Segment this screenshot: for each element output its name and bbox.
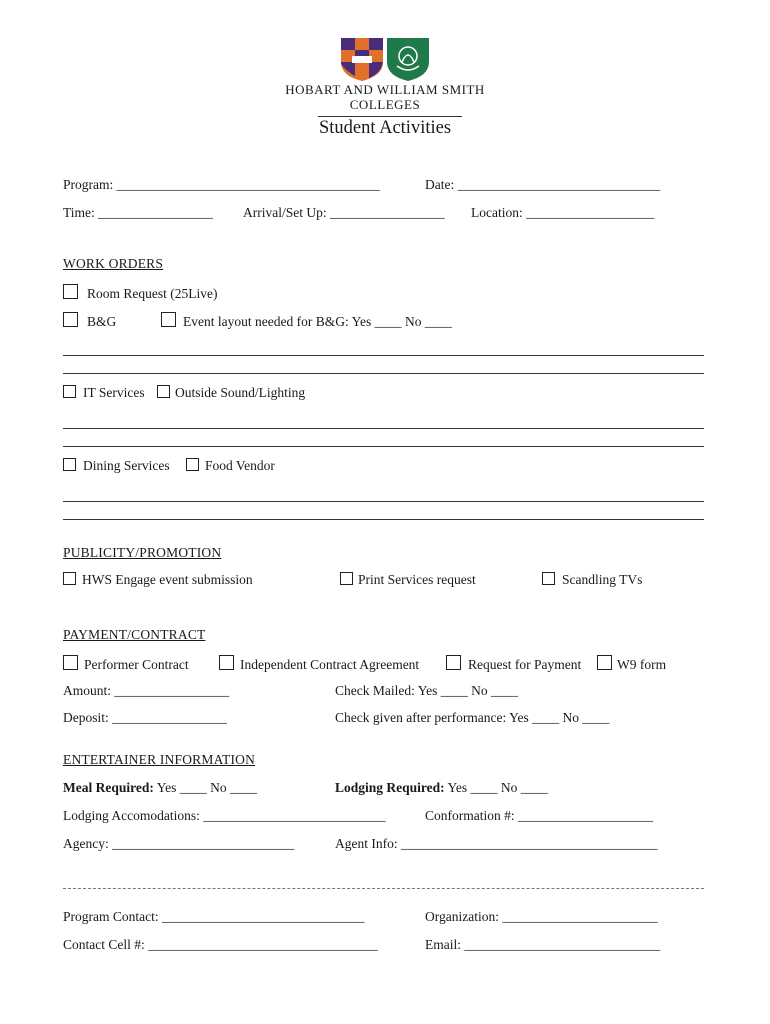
food-vendor-label: Food Vendor: [205, 458, 275, 473]
publicity-heading: PUBLICITY/PROMOTION: [63, 545, 222, 560]
performer-contract-checkbox[interactable]: [63, 655, 78, 670]
program-contact-field[interactable]: Program Contact: ______________________________: [63, 909, 365, 924]
engage-label: HWS Engage event submission: [82, 572, 253, 587]
w9-option[interactable]: [597, 655, 666, 673]
college-name-line2: COLLEGES: [349, 97, 421, 112]
event-layout-label: Event layout needed for B&G: Yes ____ No ____: [183, 314, 452, 329]
outside-sound-label: Outside Sound/Lighting: [175, 385, 306, 400]
meal-required-field[interactable]: [63, 780, 257, 796]
work-orders-heading: WORK ORDERS: [63, 256, 164, 271]
arrival-field[interactable]: Arrival/Set Up: _________________: [243, 205, 445, 220]
request-payment-label: Request for Payment: [468, 657, 582, 672]
it-services-label: IT Services: [83, 385, 145, 400]
request-payment-option[interactable]: [446, 655, 581, 673]
event-layout-checkbox[interactable]: [161, 312, 176, 327]
dining-option[interactable]: [63, 458, 170, 474]
college-divider: [318, 116, 462, 117]
notes-line[interactable]: [63, 446, 704, 447]
college-logo: [0, 36, 770, 86]
contact-cell-field[interactable]: Contact Cell #: __________________________________: [63, 937, 378, 952]
deposit-field[interactable]: Deposit: _________________: [63, 710, 227, 725]
it-services-checkbox[interactable]: [63, 385, 76, 398]
notes-line[interactable]: [63, 519, 704, 520]
dining-label: Dining Services: [83, 458, 170, 473]
room-request-checkbox[interactable]: [63, 284, 78, 299]
department-title: Student Activities: [318, 118, 452, 138]
food-vendor-checkbox[interactable]: [186, 458, 199, 471]
room-request-label: Room Request (25Live): [87, 286, 218, 301]
agency-field[interactable]: Agency: ___________________________: [63, 836, 295, 851]
check-mailed-field[interactable]: Check Mailed: Yes ____ No ____: [335, 683, 518, 698]
college-name: [0, 82, 770, 112]
independent-contract-option[interactable]: [219, 655, 419, 673]
w9-checkbox[interactable]: [597, 655, 612, 670]
notes-line[interactable]: [63, 355, 704, 356]
bg-label: B&G: [87, 314, 117, 329]
payment-heading: PAYMENT/CONTRACT: [63, 627, 206, 642]
organization-field[interactable]: Organization: _______________________: [425, 909, 658, 924]
bg-option[interactable]: [63, 312, 116, 330]
notes-line[interactable]: [63, 428, 704, 429]
dining-checkbox[interactable]: [63, 458, 76, 471]
event-layout-option[interactable]: [161, 312, 452, 330]
engage-option[interactable]: [63, 572, 253, 588]
accommodations-field[interactable]: Lodging Accomodations: ___________________________: [63, 808, 386, 823]
time-field[interactable]: Time: _________________: [63, 205, 213, 220]
performer-contract-label: Performer Contract: [84, 657, 189, 672]
scandling-option[interactable]: [542, 572, 642, 588]
independent-contract-label: Independent Contract Agreement: [240, 657, 420, 672]
print-services-checkbox[interactable]: [340, 572, 353, 585]
scandling-checkbox[interactable]: [542, 572, 555, 585]
independent-contract-checkbox[interactable]: [219, 655, 234, 670]
bg-checkbox[interactable]: [63, 312, 78, 327]
lodging-required-value: Yes ____ No ____: [444, 780, 548, 795]
amount-field[interactable]: Amount: _________________: [63, 683, 230, 698]
print-services-option[interactable]: [340, 572, 476, 588]
email-field[interactable]: Email: _____________________________: [425, 937, 661, 952]
meal-required-value: Yes ____ No ____: [153, 780, 258, 795]
check-given-field[interactable]: Check given after performance: Yes ____ No ____: [335, 710, 610, 725]
shield-logo-icon: [339, 36, 431, 82]
lodging-required-field[interactable]: [335, 780, 548, 796]
engage-checkbox[interactable]: [63, 572, 76, 585]
request-payment-checkbox[interactable]: [446, 655, 461, 670]
date-field[interactable]: Date: ______________________________: [425, 177, 661, 192]
it-services-option[interactable]: [63, 385, 145, 401]
conformation-field[interactable]: Conformation #: ____________________: [425, 808, 653, 823]
meal-required-label: Meal Required:: [63, 780, 154, 795]
performer-contract-option[interactable]: [63, 655, 189, 673]
notes-line[interactable]: [63, 373, 704, 374]
location-field[interactable]: Location: ___________________: [471, 205, 655, 220]
lodging-required-label: Lodging Required:: [335, 780, 445, 795]
scandling-label: Scandling TVs: [562, 572, 643, 587]
print-services-label: Print Services request: [358, 572, 476, 587]
outside-sound-checkbox[interactable]: [157, 385, 170, 398]
w9-label: W9 form: [617, 657, 667, 672]
outside-sound-option[interactable]: [157, 385, 305, 401]
notes-line[interactable]: [63, 501, 704, 502]
program-field[interactable]: Program: _______________________________________: [63, 177, 380, 192]
entertainer-heading: ENTERTAINER INFORMATION: [63, 752, 256, 767]
food-vendor-option[interactable]: [186, 458, 275, 474]
section-divider: [63, 888, 704, 889]
college-name-line1: HOBART AND WILLIAM SMITH: [285, 82, 485, 97]
room-request-option[interactable]: [63, 284, 217, 302]
agent-info-field[interactable]: Agent Info: ______________________________________: [335, 836, 658, 851]
